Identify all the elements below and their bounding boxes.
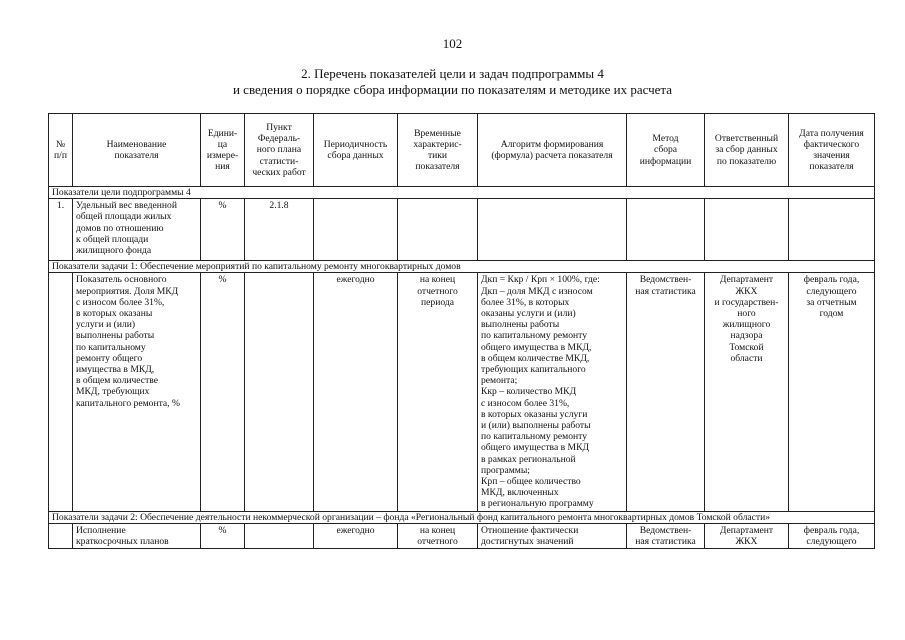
- section-heading: Показатели задачи 1: Обеспечение мероприятий по капитальному ремонту многоквартирных домов: [49, 261, 875, 273]
- section-row: [49, 261, 875, 273]
- text-line: области: [730, 352, 763, 364]
- text-line: Алгоритм формирования: [500, 138, 604, 150]
- text-line: в рамках региональной: [481, 453, 576, 465]
- text-line: Ответственный: [714, 133, 779, 145]
- periodicity: ежегодно: [314, 273, 398, 511]
- text-line: по капитальному: [76, 341, 146, 353]
- text-line: следующего: [806, 285, 857, 297]
- text-line: ческих работ: [252, 166, 306, 178]
- section-row: [49, 511, 875, 523]
- text-line: (формула) расчета показателя: [491, 150, 613, 161]
- text-line: более 31%, в которых: [481, 296, 570, 308]
- unit: %: [201, 523, 245, 548]
- text-line: годом: [819, 308, 844, 320]
- receipt-date: [789, 199, 875, 261]
- row-number: [49, 523, 73, 548]
- section-row: [49, 187, 875, 199]
- text-line: ЖКХ: [735, 285, 758, 297]
- header-cell: [705, 114, 789, 187]
- responsible: [705, 523, 789, 548]
- text-line: общего имущества в МКД: [481, 442, 590, 454]
- text-line: к общей площади: [76, 233, 149, 245]
- text-line: информации: [639, 155, 692, 167]
- text-line: измере-: [206, 150, 239, 161]
- header-cell: [201, 114, 245, 187]
- text-line: с износом более 31%,: [481, 397, 570, 409]
- text-line: в региональную программу: [481, 498, 594, 510]
- header-cell: [314, 114, 398, 187]
- text-line: достигнутых значений: [481, 536, 574, 548]
- text-line: статисти-: [259, 155, 299, 167]
- text-line: МКД, включенных: [481, 487, 559, 499]
- algorithm: [478, 273, 627, 511]
- text-line: февраль года,: [803, 274, 860, 286]
- text-line: ная статистика: [635, 536, 696, 548]
- text-line: показателя: [114, 150, 159, 161]
- receipt-date: [789, 523, 875, 548]
- algorithm: [478, 199, 627, 261]
- text-line: жилищного фонда: [76, 245, 152, 257]
- text-line: следующего: [806, 536, 857, 548]
- text-line: Ведомствен-: [639, 274, 692, 286]
- plan-item: 2.1.8: [245, 199, 314, 261]
- text-line: оказаны услуги и (или): [481, 308, 576, 320]
- text-line: в общем количестве МКД,: [481, 352, 590, 364]
- text-line: в общем количестве: [76, 375, 158, 387]
- text-line: общей площади жилых: [76, 211, 172, 223]
- time-characteristics: [398, 273, 478, 511]
- text-line: сбора данных: [327, 150, 384, 161]
- text-line: по капитальному ремонту: [481, 330, 587, 342]
- header-cell: [245, 114, 314, 187]
- time-characteristics: [398, 199, 478, 261]
- text-line: услуги и (или): [76, 319, 136, 331]
- text-line: Метод: [652, 133, 679, 145]
- text-line: Едини-: [207, 127, 238, 139]
- text-line: Департамент: [719, 274, 774, 286]
- text-line: показателя: [415, 161, 460, 173]
- text-line: Удельный вес введенной: [76, 200, 177, 212]
- text-line: программы;: [481, 464, 530, 476]
- text-line: Департамент: [719, 524, 774, 536]
- text-line: №: [55, 138, 66, 150]
- title-line-2: и сведения о порядке сбора информации по показателям и методике их расчета: [232, 82, 673, 97]
- indicator-name: [73, 199, 201, 261]
- text-line: ного плана: [256, 144, 302, 156]
- text-line: Периодичность: [323, 138, 388, 150]
- text-line: по показателю: [716, 155, 777, 167]
- text-line: ная статистика: [635, 285, 696, 297]
- text-line: на конец: [419, 274, 456, 286]
- text-line: за сбор данных: [715, 144, 778, 156]
- document-title: [0, 66, 905, 98]
- text-line: тики: [427, 150, 448, 161]
- text-line: Томской: [729, 341, 764, 353]
- text-line: на конец: [419, 524, 456, 536]
- text-line: за отчетным: [806, 296, 857, 308]
- text-line: Показатель основного: [76, 274, 167, 286]
- unit: %: [201, 273, 245, 511]
- text-line: в которых оказаны услуги: [481, 408, 588, 420]
- text-line: показателя: [809, 161, 854, 173]
- text-line: требующих капитального: [481, 364, 586, 376]
- text-line: характерис-: [413, 138, 462, 150]
- text-line: фактического: [803, 138, 860, 150]
- header-cell: [478, 114, 627, 187]
- header-cell: [789, 114, 875, 187]
- table-row: [49, 273, 875, 511]
- text-line: Дата получения: [799, 127, 864, 139]
- collection-method: [627, 273, 705, 511]
- text-line: Ккр – количество МКД: [481, 386, 577, 398]
- text-line: мероприятия. Доля МКД: [76, 285, 179, 297]
- text-line: значения: [813, 150, 850, 161]
- plan-item: [245, 523, 314, 548]
- text-line: ца: [217, 138, 228, 150]
- plan-item: [245, 273, 314, 511]
- text-line: общего имущества в МКД,: [481, 341, 592, 353]
- receipt-date: [789, 273, 875, 511]
- header-row: [49, 114, 875, 187]
- header-cell: [73, 114, 201, 187]
- responsible: [705, 273, 789, 511]
- text-line: п/п: [54, 150, 67, 161]
- text-line: февраль года,: [803, 524, 860, 536]
- text-line: с износом более 31%,: [76, 296, 165, 308]
- collection-method: [627, 199, 705, 261]
- indicator-name: [73, 523, 201, 548]
- table-row: [49, 199, 875, 261]
- text-line: Крп – общее количество: [481, 476, 581, 488]
- indicator-name: [73, 273, 201, 511]
- text-line: и государствен-: [714, 296, 779, 308]
- periodicity: [314, 199, 398, 261]
- text-line: отчетного: [417, 536, 458, 548]
- text-line: домов по отношению: [76, 222, 164, 234]
- section-heading: Показатели цели подпрограммы 4: [49, 187, 875, 199]
- text-line: Наименование: [106, 138, 167, 150]
- text-line: капитального ремонта, %: [76, 397, 180, 409]
- algorithm: [478, 523, 627, 548]
- collection-method: [627, 523, 705, 548]
- text-line: и (или) выполнены работы: [481, 420, 591, 432]
- text-line: Федераль-: [257, 133, 301, 145]
- time-characteristics: [398, 523, 478, 548]
- text-line: ЖКХ: [735, 536, 758, 548]
- text-line: ремонта;: [481, 375, 518, 387]
- text-line: ного: [737, 308, 756, 320]
- text-line: ремонту общего: [76, 352, 143, 364]
- text-line: Дкп – доля МКД с износом: [481, 285, 593, 297]
- section-heading: Показатели задачи 2: Обеспечение деятельности некоммерческой организации – фонда «Региональный фонд капитального ремонта многоквартирных домов Томской области»: [49, 511, 875, 523]
- header-cell: [398, 114, 478, 187]
- text-line: Отношение фактически: [481, 524, 579, 536]
- text-line: Пункт: [266, 121, 292, 133]
- title-line-1: 2. Перечень показателей цели и задач подпрограммы 4: [301, 66, 604, 81]
- text-line: выполнены работы: [481, 319, 560, 331]
- text-line: выполнены работы: [76, 330, 155, 342]
- page-number: 102: [442, 36, 463, 51]
- text-line: Дкп = Ккр / Крп × 100%, где:: [481, 274, 600, 286]
- header-cell: [627, 114, 705, 187]
- row-number: 1.: [49, 199, 73, 261]
- text-line: по капитальному ремонту: [481, 431, 587, 443]
- unit: %: [201, 199, 245, 261]
- text-line: жилищного: [722, 319, 771, 331]
- indicators-table: [48, 113, 875, 549]
- text-line: ния: [215, 161, 230, 173]
- text-line: отчетного: [417, 285, 458, 297]
- text-line: краткосрочных планов: [76, 536, 169, 548]
- row-number: [49, 273, 73, 511]
- text-line: Исполнение: [76, 524, 126, 536]
- responsible: [705, 199, 789, 261]
- text-line: периода: [421, 296, 454, 308]
- text-line: в которых оказаны: [76, 308, 153, 320]
- text-line: Временные: [414, 127, 461, 139]
- table-row: [49, 523, 875, 548]
- header-cell: [49, 114, 73, 187]
- text-line: Ведомствен-: [639, 524, 692, 536]
- text-line: надзора: [730, 330, 763, 342]
- periodicity: ежегодно: [314, 523, 398, 548]
- text-line: МКД, требующих: [76, 386, 150, 398]
- text-line: сбора: [653, 144, 678, 156]
- text-line: имущества в МКД,: [76, 364, 155, 376]
